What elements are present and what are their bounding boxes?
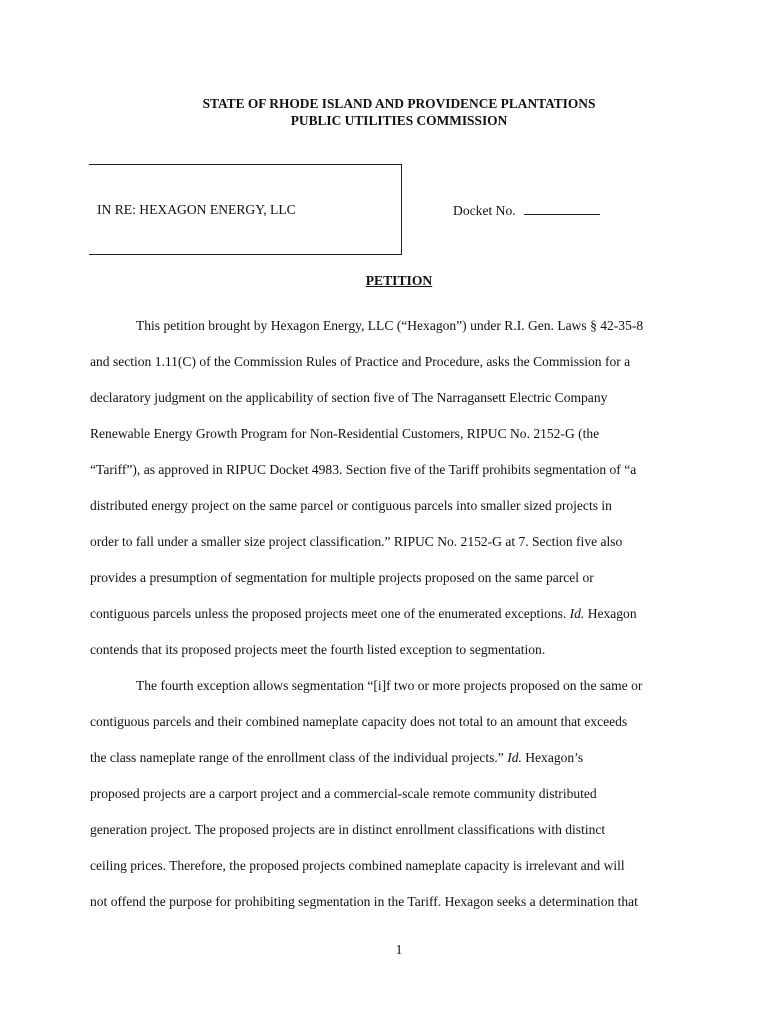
document-header	[0, 95, 770, 129]
docket-number	[453, 202, 600, 219]
paragraph-line: generation project. The proposed projects are in distinct enrollment classifications with distinct	[90, 822, 606, 837]
paragraph-line: distributed energy project on the same parcel or contiguous parcels into smaller sized projects in	[90, 498, 612, 513]
paragraph-line	[90, 740, 712, 776]
paragraph-line: contends that its proposed projects meet the fourth listed exception to segmentation.	[90, 642, 546, 657]
page-number: 1	[395, 942, 403, 957]
paragraph-line: and section 1.11(C) of the Commission Rules of Practice and Procedure, asks the Commission for a	[90, 354, 631, 369]
paragraph-line: The fourth exception allows segmentation “[i]f two or more projects proposed on the same or	[136, 678, 643, 693]
docket-blank-line	[524, 202, 600, 215]
header-state-line: STATE OF RHODE ISLAND AND PROVIDENCE PLANTATIONS	[202, 96, 596, 111]
case-caption-in-re: IN RE: HEXAGON ENERGY, LLC	[97, 202, 296, 217]
paragraph-2	[90, 668, 712, 920]
paragraph-line: ceiling prices. Therefore, the proposed projects combined nameplate capacity is irrelevant and will	[90, 858, 625, 873]
paragraph-line: Renewable Energy Growth Program for Non-Residential Customers, RIPUC No. 2152-G (the	[90, 426, 600, 441]
docket-label: Docket No.	[453, 203, 516, 218]
line-text: Hexagon’s	[521, 750, 584, 765]
paragraph-line: declaratory judgment on the applicability of section five of The Narragansett Electric Company	[90, 390, 608, 405]
paragraph-line: “Tariff”), as approved in RIPUC Docket 4983. Section five of the Tariff prohibits segmentation of “a	[90, 462, 637, 477]
citation-id: Id.	[569, 606, 585, 621]
petition-title: PETITION	[365, 273, 433, 288]
paragraph-1	[90, 308, 712, 668]
paragraph-line	[90, 596, 712, 632]
header-commission-line: PUBLIC UTILITIES COMMISSION	[290, 113, 508, 128]
paragraph-line: contiguous parcels and their combined nameplate capacity does not total to an amount that exceeds	[90, 714, 628, 729]
paragraph-line: not offend the purpose for prohibiting segmentation in the Tariff. Hexagon seeks a determination that	[90, 894, 638, 909]
petition-body	[90, 308, 712, 920]
paragraph-line: provides a presumption of segmentation for multiple projects proposed on the same parcel or	[90, 570, 594, 585]
paragraph-line: This petition brought by Hexagon Energy, LLC (“Hexagon”) under R.I. Gen. Laws § 42-35-8	[136, 318, 644, 333]
line-text: the class nameplate range of the enrollment class of the individual projects.”	[90, 750, 508, 765]
paragraph-line: order to fall under a smaller size project classification.” RIPUC No. 2152-G at 7. Section five also	[90, 534, 623, 549]
line-text: Hexagon	[584, 606, 637, 621]
citation-id: Id.	[507, 750, 522, 765]
paragraph-line: proposed projects are a carport project and a commercial-scale remote community distributed	[90, 786, 597, 801]
line-text: contiguous parcels unless the proposed projects meet one of the enumerated exceptions.	[90, 606, 570, 621]
